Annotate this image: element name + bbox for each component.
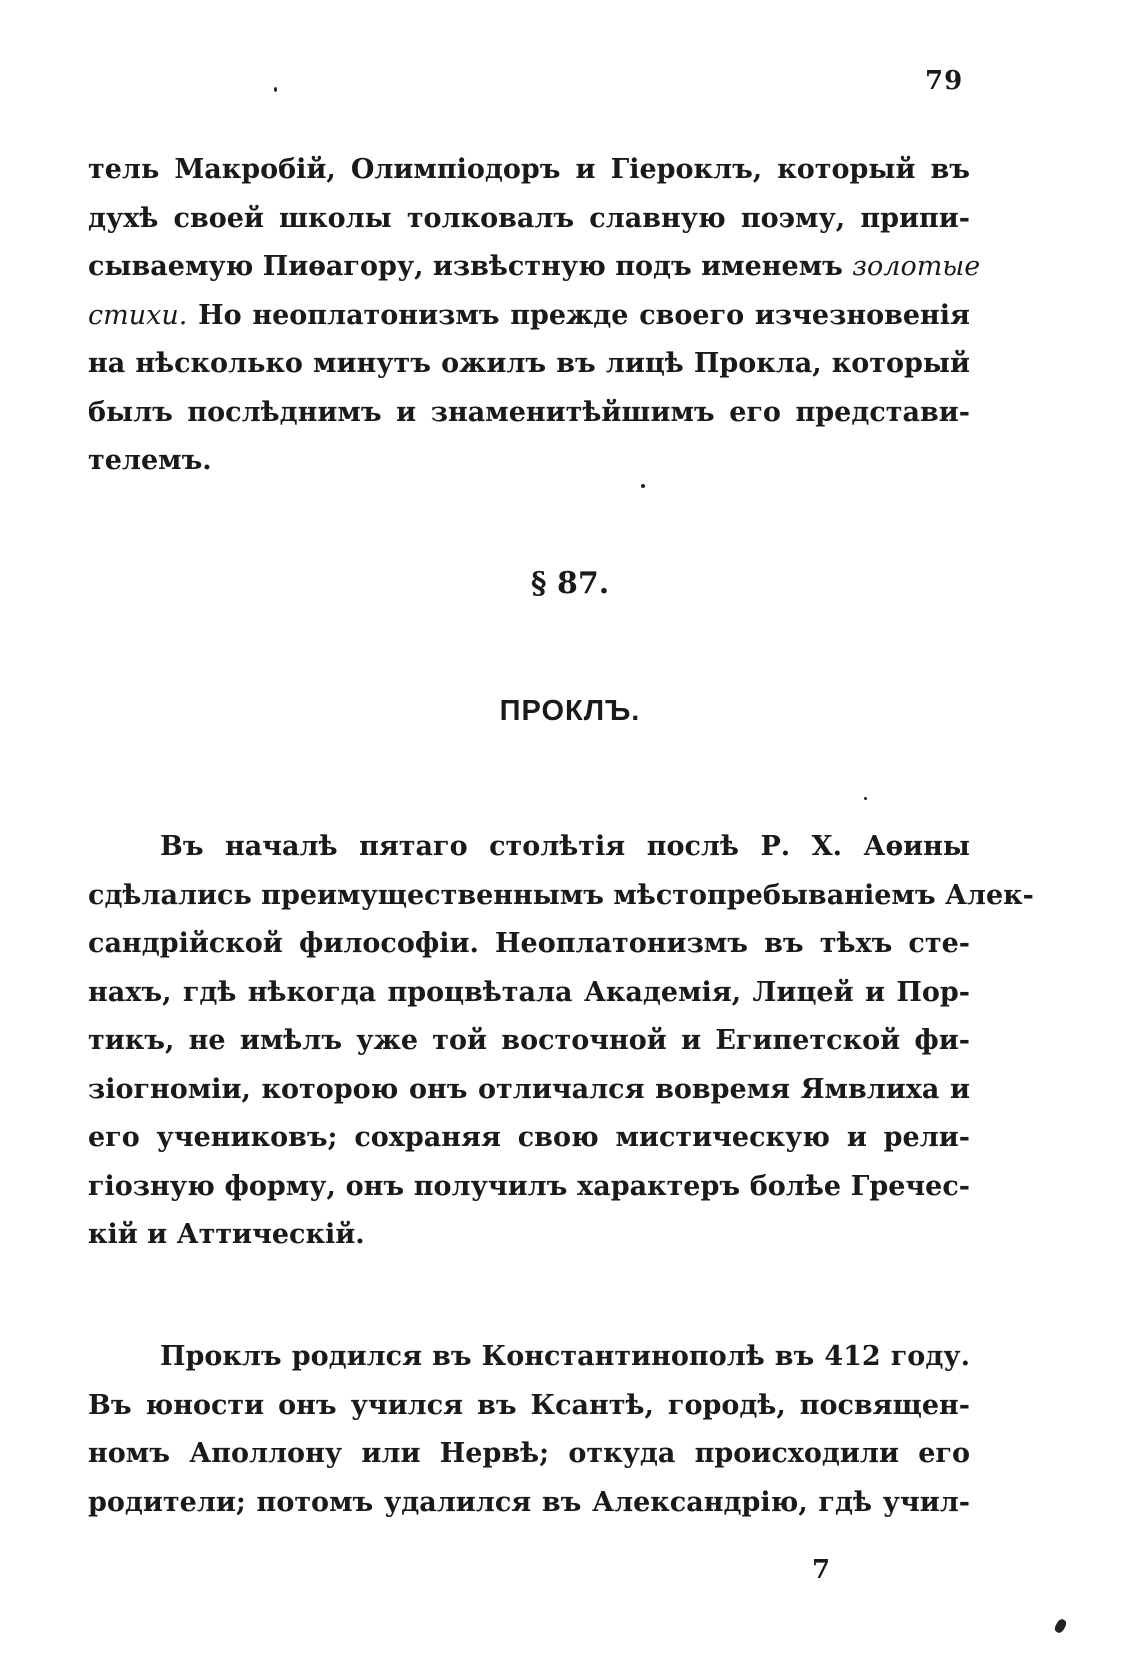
italic-term: золотые (852, 251, 981, 282)
text-line: сандрійской философіи. Неоплатонизмъ въ тѣхъ сте- (88, 928, 970, 959)
text-line: номъ Аполлону или Нервѣ; откуда происходили его (88, 1438, 970, 1469)
text-line: зіогноміи, которою онъ отличался вовремя Ямвлиха и (88, 1073, 970, 1105)
text-line: телемъ. (88, 445, 212, 476)
text-line: сдѣлались преимущественнымъ мѣстопребываніемъ Алек- (88, 879, 1034, 911)
text-line (88, 243, 981, 292)
section-number: § 87. (530, 566, 610, 601)
printer-signature: 7 (812, 1555, 831, 1585)
ink-speck (1053, 1618, 1068, 1635)
ink-speck (864, 797, 867, 800)
text-line (88, 292, 970, 341)
text-fragment: Но неоплатонизмъ прежде своего изчезновенія (198, 299, 970, 331)
ink-speck (274, 87, 277, 92)
text-line: Проклъ родился въ Константинополѣ въ 412 году. (160, 1341, 970, 1372)
text-line: гіозную форму, онъ получилъ характеръ болѣе Гречес- (88, 1170, 970, 1202)
text-line: его учениковъ; сохраняя свою мистическую и рели- (88, 1122, 970, 1153)
text-line: тикъ, не имѣлъ уже той восточной и Египетской фи- (88, 1025, 970, 1056)
text-line: былъ послѣднимъ и знаменитѣйшимъ его представи- (88, 396, 970, 428)
text-line: тель Макробій, Олимпіодоръ и Гіероклъ, который въ (88, 154, 970, 185)
paragraph (88, 1333, 970, 1527)
paragraph-continuation (88, 146, 981, 486)
text-line: на нѣсколько минутъ ожилъ въ лицѣ Прокла, который (88, 348, 970, 379)
text-line: Въ юности онъ учился въ Ксантѣ, городѣ, посвящен- (88, 1389, 970, 1421)
page-number: 79 (925, 66, 964, 96)
text-line: духѣ своей школы толковалъ славную поэму, припи- (88, 202, 970, 234)
text-line: нахъ, гдѣ нѣкогда процвѣтала Академія, Лицей и Пор- (88, 976, 970, 1008)
text-line: кій и Аттическій. (88, 1219, 365, 1250)
text-fragment: сываемую Пиѳагору, извѣстную подъ именемъ (88, 251, 843, 282)
text-line: Въ началѣ пятаго столѣтія послѣ Р. Х. Аѳины (160, 831, 970, 862)
italic-term: стихи. (88, 299, 188, 331)
paragraph (88, 823, 1034, 1260)
ink-speck (641, 484, 645, 488)
chapter-title: ПРОКЛЪ. (499, 695, 641, 727)
text-line: родители; потомъ удалился въ Александрію, гдѣ учил- (88, 1486, 970, 1518)
